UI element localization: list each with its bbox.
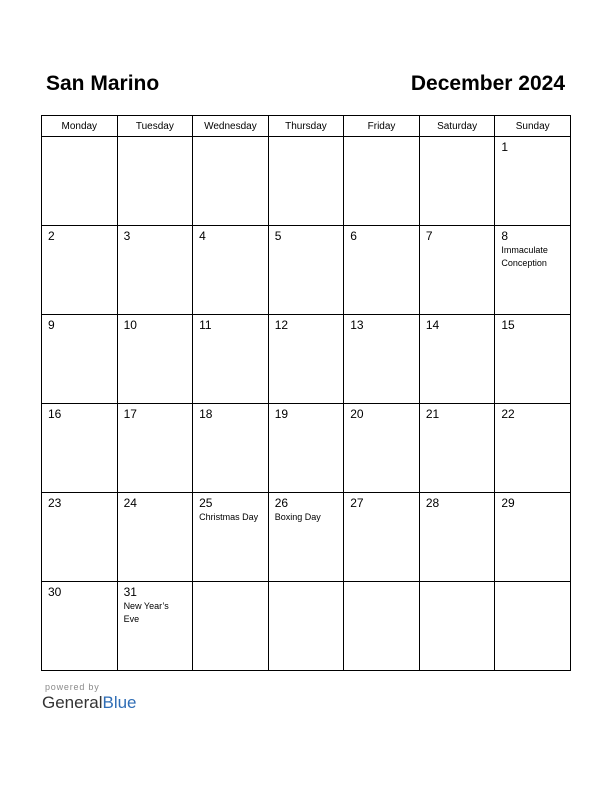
empty-day-cell [117,137,193,226]
empty-day-cell [344,137,420,226]
empty-day-cell [193,137,269,226]
weekday-tuesday: Tuesday [117,116,193,137]
day-cell [344,493,420,582]
day-number: 1 [501,140,509,154]
day-cell [117,493,193,582]
day-cell [42,582,118,671]
day-cell [344,404,420,493]
day-number: 16 [48,407,62,421]
day-cell [495,315,571,404]
day-number: 5 [274,229,282,243]
day-number: 31 [123,585,137,599]
day-number: 25 [199,496,213,510]
day-cell [193,404,269,493]
empty-day-cell [344,582,420,671]
logo-blue-text: Blue [102,693,137,712]
day-number: 12 [274,318,289,332]
calendar-body [42,137,571,671]
day-number: 21 [425,407,440,421]
week-row [42,315,571,404]
calendar-header [46,70,565,98]
day-cell [117,226,193,315]
day-cell [193,226,269,315]
day-number: 2 [48,229,55,243]
day-cell [268,404,344,493]
week-row [42,493,571,582]
month-year-title: December 2024 [410,72,565,95]
day-number: 17 [123,407,137,421]
weekday-sunday: Sunday [495,116,571,137]
empty-day-cell [268,582,344,671]
day-number: 23 [48,496,62,510]
day-number: 18 [199,407,213,421]
generalblue-logo[interactable] [42,693,137,713]
calendar-grid [41,115,571,671]
day-number: 19 [274,407,289,421]
day-cell [42,404,118,493]
day-cell [344,315,420,404]
day-number: 30 [48,585,62,599]
week-row [42,404,571,493]
day-cell [268,315,344,404]
holiday-label: New Year’s Eve [123,601,169,624]
day-number: 22 [501,407,515,421]
day-number: 24 [123,496,137,510]
day-cell [419,315,495,404]
day-cell [42,226,118,315]
day-number: 20 [350,407,364,421]
weekday-header-row [42,116,571,137]
day-cell [193,315,269,404]
day-number: 4 [199,229,206,243]
weekday-thursday: Thursday [268,116,344,137]
week-row [42,137,571,226]
empty-day-cell [495,582,571,671]
day-cell [117,582,193,671]
day-number: 6 [350,229,357,243]
day-cell [495,137,571,226]
day-number: 7 [425,229,433,243]
day-number: 13 [350,318,364,332]
holiday-label: Boxing Day [274,512,321,522]
day-cell [268,493,344,582]
day-number: 27 [350,496,364,510]
holiday-label: Christmas Day [199,512,259,522]
holiday-label: Immaculate Conception [501,245,548,268]
empty-day-cell [42,137,118,226]
weekday-wednesday: Wednesday [193,116,269,137]
day-number: 26 [274,496,289,510]
day-cell [344,226,420,315]
day-number: 8 [501,229,509,243]
day-number: 9 [48,318,55,332]
day-number: 14 [425,318,440,332]
logo-general-text: General [42,693,103,712]
day-number: 28 [425,496,440,510]
country-title: San Marino [46,72,160,95]
day-cell [42,315,118,404]
week-row [42,582,571,671]
empty-day-cell [419,137,495,226]
day-number: 29 [501,496,515,510]
day-number: 3 [123,229,131,243]
day-cell [495,226,571,315]
day-cell [419,493,495,582]
day-cell [117,315,193,404]
powered-by-label: powered by [45,682,100,692]
day-cell [117,404,193,493]
empty-day-cell [193,582,269,671]
weekday-saturday: Saturday [419,116,495,137]
week-row [42,226,571,315]
weekday-monday: Monday [42,116,118,137]
day-cell [193,493,269,582]
day-cell [419,226,495,315]
empty-day-cell [419,582,495,671]
generalblue-branding [42,682,137,713]
day-cell [419,404,495,493]
day-number: 10 [123,318,137,332]
day-cell [42,493,118,582]
day-number: 11 [199,318,212,332]
empty-day-cell [268,137,344,226]
weekday-friday: Friday [344,116,420,137]
day-cell [495,493,571,582]
day-cell [268,226,344,315]
day-cell [495,404,571,493]
day-number: 15 [501,318,515,332]
